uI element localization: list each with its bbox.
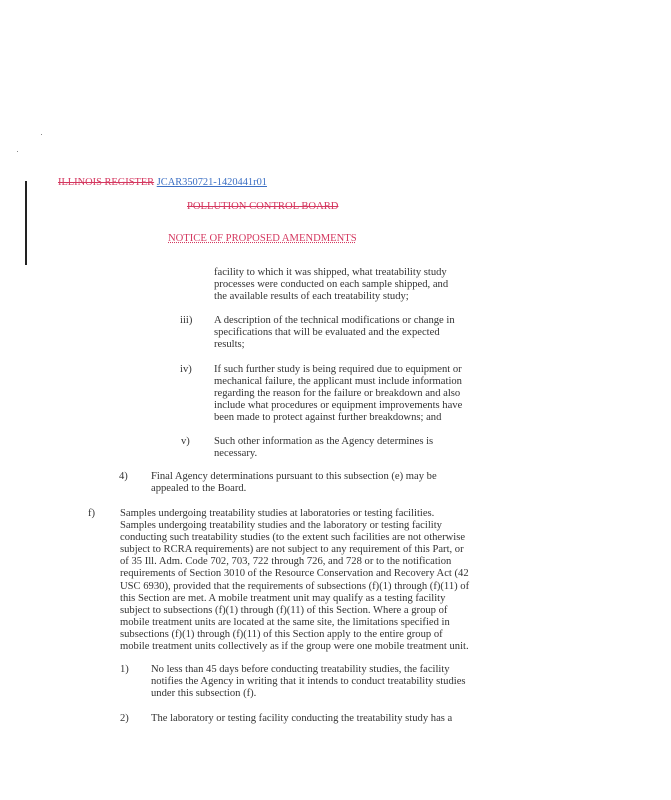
register-header [58,177,267,189]
sub-item-2-text: The laboratory or testing facility conducting the treatability study has a [151,713,453,724]
item-iii-label: iii) [180,315,193,326]
section-f-text: Samples undergoing treatability studies at laboratories or testing facilities. Samples undergoing treatability studies and the laboratory or testing facility conducting such treatability studies (to the extent such facilities are not otherwise subject to RCRA requirements) are not subject to any requirement of this Part, or of 35 Ill. Adm. Code 702, 703, 722 through 726, and 728 or to the notification requirements of Section 3010 of the Resource Conservation and Recovery Act (42 USC 6930), provided that the requirements of subsections (f)(1) through (f)(11) of this Section are met. A mobile treatment unit may qualify as a testing facility subject to subsections (f)(1) through (f)(11) of this Section. Where a group of mobile treatment units are located at the same site, the limitations specified in subsections (f)(1) through (f)(11) of this Section apply to the entire group of mobile treatment units collectively as if the group were one mobile treatment unit. [120,508,470,653]
continuation-text: facility to which it was shipped, what treatability study processes were conducted on each sample shipped, and the available results of each treatability study; [214,267,449,303]
register-inserted-text: JCAR350721-1420441r01 [156,177,267,188]
notice-title: NOTICE OF PROPOSED AMENDMENTS [168,233,357,244]
item-iv-text: If such further study is being required due to equipment or mechanical failure, the applicant must include information regarding the reason for the failure or breakdown and also include what procedures or equipment improvements have been made to protect against further breakdowns; and [214,364,463,424]
board-title: POLLUTION CONTROL BOARD [187,201,339,212]
sub-item-2-label: 2) [120,713,129,724]
item-iv-label: iv) [180,364,192,375]
scan-speck [17,151,18,152]
revision-bar [25,181,27,265]
item-v-label: v) [181,436,190,447]
section-f-label: f) [88,508,96,519]
item-iii-text: A description of the technical modifications or change in specifications that will be evaluated and the expected results; [214,315,455,351]
register-deleted-text: ILLINOIS REGISTER [58,177,155,188]
item-4-text: Final Agency determinations pursuant to this subsection (e) may be appealed to the Board. [151,471,437,495]
item-4-label: 4) [119,471,128,482]
sub-item-1-label: 1) [120,664,129,675]
sub-item-1-text: No less than 45 days before conducting treatability studies, the facility notifies the Agency in writing that it intends to conduct treatability studies under this subsection (f). [151,664,466,700]
scan-speck [41,134,42,135]
item-v-text: Such other information as the Agency determines is necessary. [214,436,434,460]
